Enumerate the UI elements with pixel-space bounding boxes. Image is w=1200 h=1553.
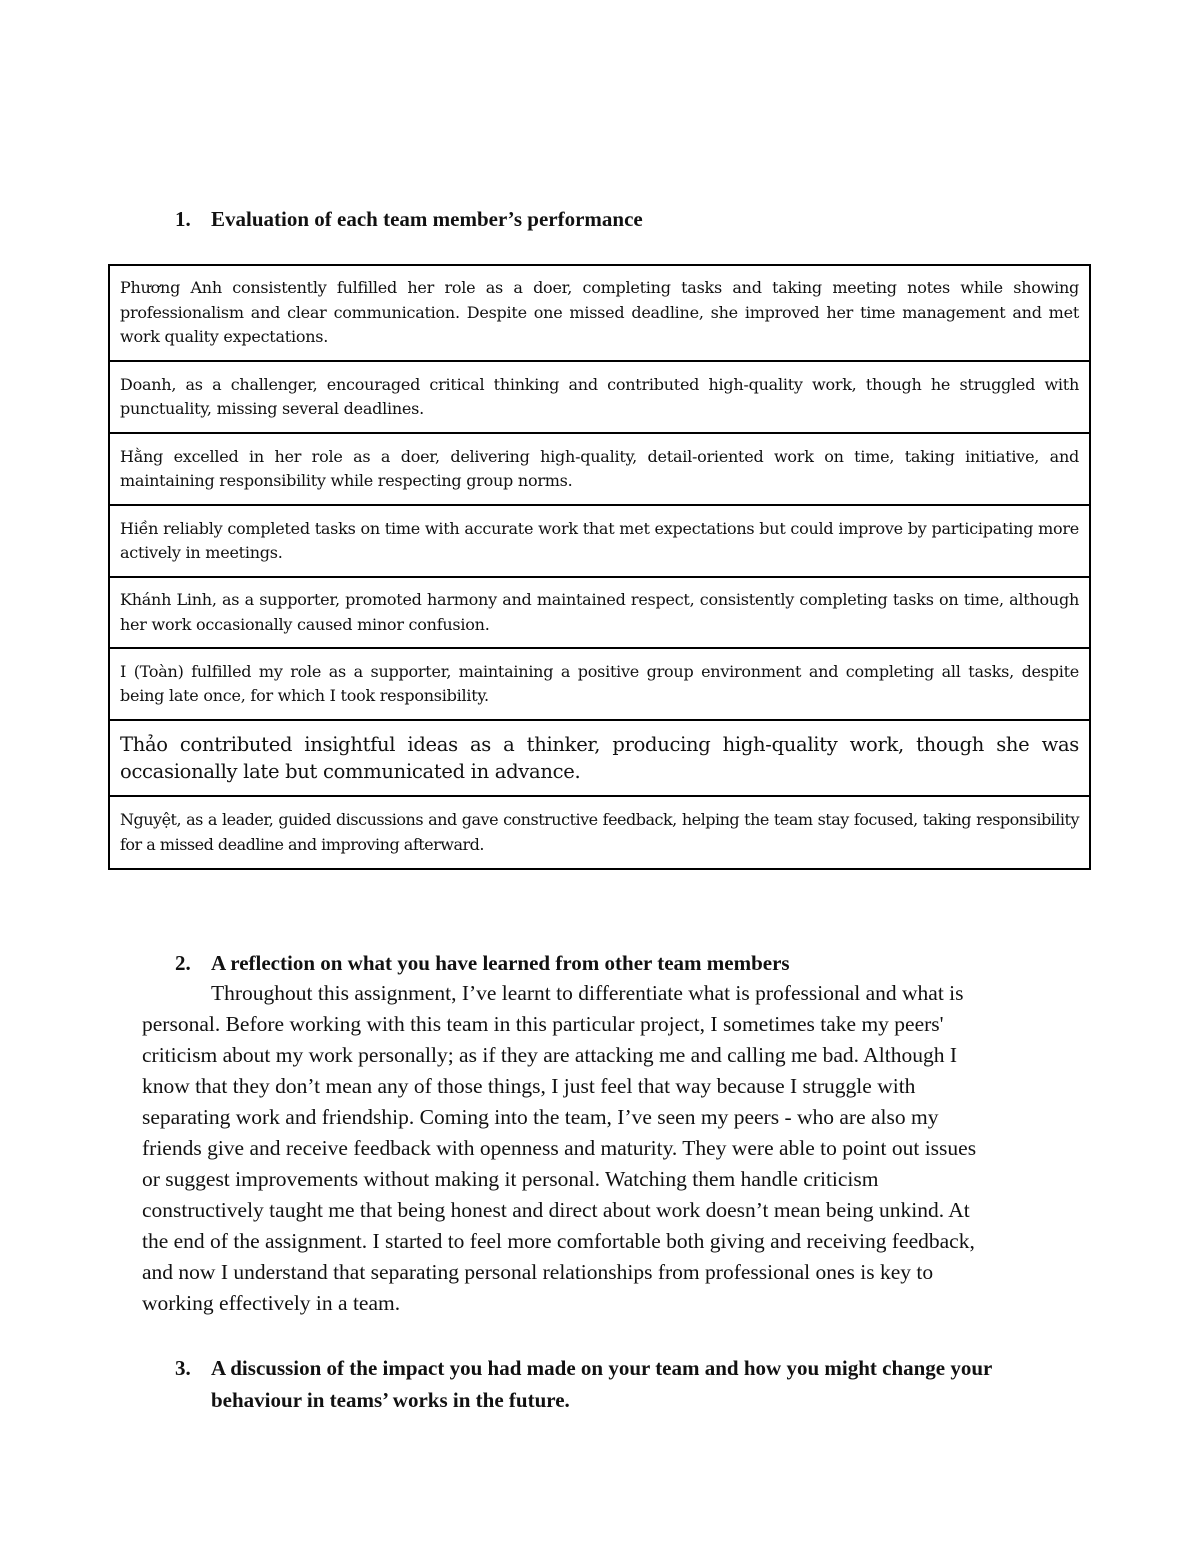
evaluation-row bbox=[110, 506, 1089, 578]
paragraph-line: personal. Before working with this team in this particular project, I sometimes take my peers' bbox=[142, 1012, 944, 1036]
paragraph-line: and now I understand that separating personal relationships from professional ones is key to bbox=[142, 1260, 934, 1284]
evaluation-table bbox=[108, 264, 1091, 870]
section-2-heading bbox=[175, 947, 1075, 979]
paragraph-line: friends give and receive feedback with openness and maturity. They were able to point out issues bbox=[142, 1136, 977, 1160]
section-1-title: Evaluation of each team member’s performance bbox=[211, 207, 643, 231]
paragraph-line: criticism about my work personally; as if they are attacking me and calling me bad. Although I bbox=[142, 1043, 957, 1067]
evaluation-row bbox=[110, 266, 1089, 362]
section-1-number: 1. bbox=[175, 207, 191, 231]
evaluation-text-doanh: Doanh, as a challenger, encouraged critical thinking and contributed high-quality work, though he struggled with punctuality, missing several deadlines. bbox=[120, 374, 1079, 418]
paragraph-line: Throughout this assignment, I’ve learnt to differentiate what is professional and what is bbox=[211, 981, 964, 1005]
evaluation-row bbox=[110, 578, 1089, 649]
evaluation-row bbox=[110, 434, 1089, 506]
section-2-number: 2. bbox=[175, 951, 191, 975]
paragraph-line: working effectively in a team. bbox=[142, 1291, 401, 1315]
evaluation-row bbox=[110, 649, 1089, 721]
paragraph-line: constructively taught me that being honest and direct about work doesn’t mean being unkind. At bbox=[142, 1198, 970, 1222]
evaluation-text-khanh-linh: Khánh Linh, as a supporter, promoted harmony and maintained respect, consistently completing tasks on time, although her work occasionally caused minor confusion. bbox=[120, 590, 1079, 634]
section-2-title: A reflection on what you have learned from other team members bbox=[211, 951, 790, 975]
evaluation-text-nguyet: Nguyệt, as a leader, guided discussions and gave constructive feedback, helping the team stay focused, taking responsibility for a missed deadline and improving afterward. bbox=[120, 810, 1079, 854]
paragraph-line: or suggest improvements without making it personal. Watching them handle criticism bbox=[142, 1167, 879, 1191]
paragraph-line: the end of the assignment. I started to feel more comfortable both giving and receiving feedback, bbox=[142, 1229, 975, 1253]
evaluation-text-phuong-anh: Phương Anh consistently fulfilled her role as a doer, completing tasks and taking meeting notes while showing professionalism and clear communication. Despite one missed deadline, she improved her time management and met work quality expectations. bbox=[120, 278, 1079, 347]
paragraph-line: know that they don’t mean any of those things, I just feel that way because I struggle with bbox=[142, 1074, 916, 1098]
section-3-title: A discussion of the impact you had made on your team and how you might change your behaviour in teams’ works in the future. bbox=[211, 1356, 992, 1412]
evaluation-text-thao: Thảo contributed insightful ideas as a thinker, producing high-quality work, though she was occasionally late but communicated in advance. bbox=[120, 733, 1079, 783]
evaluation-text-hang: Hằng excelled in her role as a doer, delivering high-quality, detail-oriented work on time, taking initiative, and maintaining responsibility while respecting group norms. bbox=[120, 446, 1079, 490]
section-3-number: 3. bbox=[175, 1356, 191, 1380]
evaluation-text-hien: Hiền reliably completed tasks on time with accurate work that met expectations but could improve by participating more actively in meetings. bbox=[120, 518, 1079, 562]
evaluation-text-toan: I (Toàn) fulfilled my role as a supporter, maintaining a positive group environment and completing all tasks, despite being late once, for which I took responsibility. bbox=[120, 661, 1079, 705]
section-1-heading bbox=[175, 203, 875, 235]
evaluation-row bbox=[110, 797, 1089, 868]
evaluation-row bbox=[110, 721, 1089, 797]
section-3-heading bbox=[175, 1352, 1075, 1416]
paragraph-line: separating work and friendship. Coming into the team, I’ve seen my peers - who are also my bbox=[142, 1105, 939, 1129]
reflection-paragraph bbox=[142, 978, 1062, 1319]
evaluation-row bbox=[110, 362, 1089, 434]
